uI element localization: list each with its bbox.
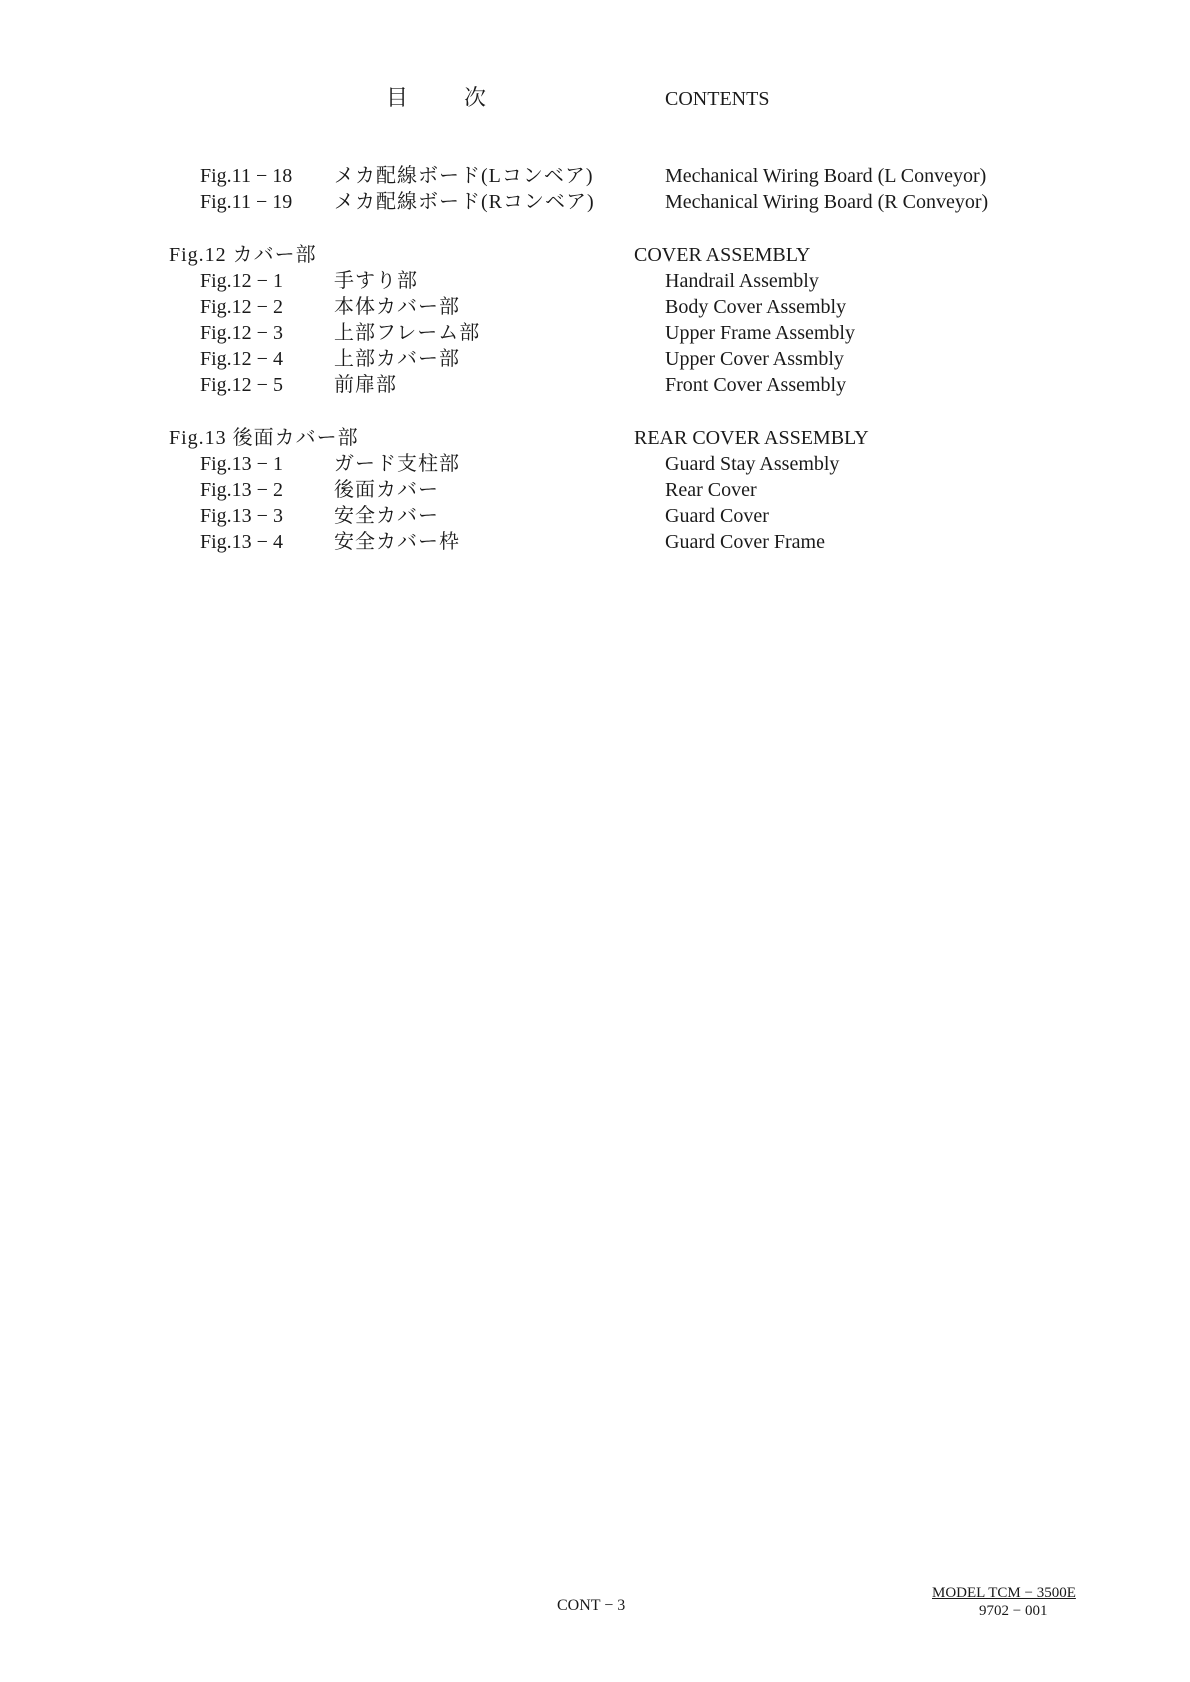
fig-13-4-number: Fig.13 − 4 (200, 531, 283, 553)
title-en: CONTENTS (665, 88, 770, 110)
page-number: CONT − 3 (557, 1597, 626, 1614)
fig-12-1-jp: 手すり部 (334, 270, 418, 292)
fig-12-3-en: Upper Frame Assembly (665, 322, 855, 344)
fig-13-1-jp: ガード支柱部 (334, 453, 460, 475)
fig-12-5-en: Front Cover Assembly (665, 374, 847, 396)
fig-13-1-number: Fig.13 − 1 (200, 453, 283, 475)
fig-12-1-number: Fig.12 − 1 (200, 270, 283, 292)
fig-13-3-en: Guard Cover (665, 505, 769, 527)
fig-13-3-number: Fig.13 − 3 (200, 505, 283, 527)
document-code: 9702 − 001 (979, 1603, 1048, 1619)
fig-12-4-jp: 上部カバー部 (334, 348, 460, 370)
model-number: MODEL TCM − 3500E (932, 1585, 1076, 1601)
fig-13-heading-jp: Fig.13 後面カバー部 (169, 427, 359, 449)
fig-11-18-jp: メカ配線ボード(Lコンベア) (334, 165, 594, 187)
fig-12-3-jp: 上部フレーム部 (334, 322, 481, 344)
fig-12-heading-jp: Fig.12 カバー部 (169, 244, 317, 266)
title-jp-char-2: 次 (464, 85, 487, 110)
fig-13-2-jp: 後面カバー (334, 479, 439, 501)
fig-11-19-jp: メカ配線ボード(Rコンベア) (334, 191, 595, 213)
fig-12-2-number: Fig.12 − 2 (200, 296, 283, 318)
fig-12-2-en: Body Cover Assembly (665, 296, 847, 318)
fig-12-heading-en: COVER ASSEMBLY (634, 244, 811, 266)
fig-12-1-en: Handrail Assembly (665, 270, 819, 292)
fig-11-19-number: Fig.11 − 19 (200, 191, 293, 213)
fig-13-heading-en: REAR COVER ASSEMBLY (634, 427, 869, 449)
title-jp-char-1: 目 (386, 85, 409, 110)
fig-12-2-jp: 本体カバー部 (334, 296, 460, 318)
fig-11-18-number: Fig.11 − 18 (200, 165, 293, 187)
fig-13-4-jp: 安全カバー枠 (334, 531, 460, 553)
fig-13-4-en: Guard Cover Frame (665, 531, 825, 553)
fig-12-5-number: Fig.12 − 5 (200, 374, 283, 396)
fig-12-4-en: Upper Cover Assmbly (665, 348, 844, 370)
fig-12-3-number: Fig.12 − 3 (200, 322, 283, 344)
fig-13-2-number: Fig.13 − 2 (200, 479, 283, 501)
fig-13-3-jp: 安全カバー (334, 505, 439, 527)
fig-12-4-number: Fig.12 − 4 (200, 348, 283, 370)
fig-12-5-jp: 前扉部 (334, 374, 397, 396)
fig-11-19-en: Mechanical Wiring Board (R Conveyor) (665, 191, 989, 213)
fig-13-1-en: Guard Stay Assembly (665, 453, 840, 475)
fig-11-18-en: Mechanical Wiring Board (L Conveyor) (665, 165, 987, 187)
fig-13-2-en: Rear Cover (665, 479, 757, 501)
